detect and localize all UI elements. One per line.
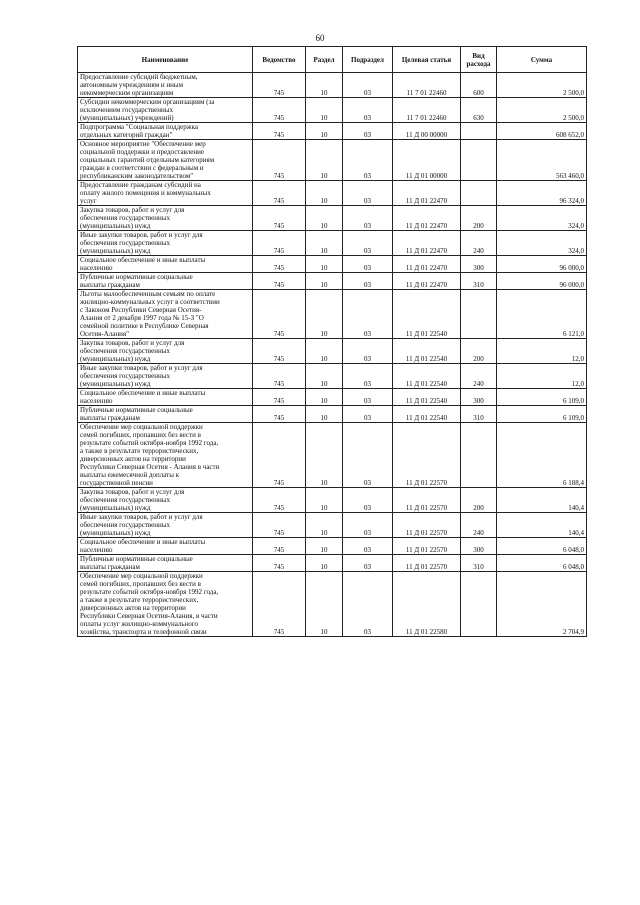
cell-dept: 745 bbox=[253, 98, 306, 123]
cell-sum: 12,0 bbox=[497, 339, 587, 364]
cell-section: 10 bbox=[306, 423, 343, 488]
table-row bbox=[78, 181, 587, 206]
cell-exp-type: 200 bbox=[461, 339, 497, 364]
cell-dept: 745 bbox=[253, 73, 306, 98]
cell-exp-type: 300 bbox=[461, 538, 497, 555]
cell-section: 10 bbox=[306, 273, 343, 290]
cell-section: 10 bbox=[306, 555, 343, 572]
cell-target: 11 Д 01 22470 bbox=[393, 256, 461, 273]
table-row bbox=[78, 406, 587, 423]
cell-target: 11 Д 01 22570 bbox=[393, 488, 461, 513]
cell-exp-type: 240 bbox=[461, 364, 497, 389]
cell-section: 10 bbox=[306, 206, 343, 231]
header-dept: Ведомство bbox=[253, 47, 306, 73]
table-row bbox=[78, 339, 587, 364]
cell-dept: 745 bbox=[253, 181, 306, 206]
header-name: Наименование bbox=[78, 47, 253, 73]
cell-sum: 96 324,0 bbox=[497, 181, 587, 206]
cell-exp-type bbox=[461, 572, 497, 637]
table-row bbox=[78, 513, 587, 538]
cell-target: 11 Д 01 22470 bbox=[393, 181, 461, 206]
cell-exp-type: 300 bbox=[461, 389, 497, 406]
cell-sum: 6 188,4 bbox=[497, 423, 587, 488]
cell-target: 11 Д 01 22540 bbox=[393, 290, 461, 339]
cell-section: 10 bbox=[306, 256, 343, 273]
table-row bbox=[78, 73, 587, 98]
table-row bbox=[78, 256, 587, 273]
cell-dept: 745 bbox=[253, 123, 306, 140]
table-row bbox=[78, 538, 587, 555]
cell-sum: 6 109,0 bbox=[497, 406, 587, 423]
cell-subsection: 03 bbox=[343, 572, 393, 637]
cell-name: Субсидии некоммерческим организациям (за исключением государственных (муниципальных) учреждений) bbox=[78, 98, 253, 123]
header-section: Раздел bbox=[306, 47, 343, 73]
cell-name: Социальное обеспечение и иные выплаты населению bbox=[78, 256, 253, 273]
cell-section: 10 bbox=[306, 389, 343, 406]
cell-exp-type: 310 bbox=[461, 555, 497, 572]
header-sum: Сумма bbox=[497, 47, 587, 73]
cell-name: Закупка товаров, работ и услуг для обеспечения государственных (муниципальных) нужд bbox=[78, 488, 253, 513]
cell-exp-type: 600 bbox=[461, 73, 497, 98]
cell-dept: 745 bbox=[253, 273, 306, 290]
page-number: 60 bbox=[315, 33, 325, 43]
header-exp-type: Вид расхода bbox=[461, 47, 497, 73]
cell-target: 11 Д 01 22540 bbox=[393, 389, 461, 406]
cell-subsection: 03 bbox=[343, 555, 393, 572]
cell-name: Обеспечение мер социальной поддержки семей погибших, пропавших без вести в результате событий октября-ноября 1992 года, а также в результате террористических, диверсионных актов на территории Республики Северная Осетия-Алания, в части оплаты услуг жилищно-коммунального хозяйства, транспорта и телефонной связи bbox=[78, 572, 253, 637]
cell-name: Закупка товаров, работ и услуг для обеспечения государственных (муниципальных) нужд bbox=[78, 339, 253, 364]
cell-target: 11 Д 01 22470 bbox=[393, 206, 461, 231]
cell-section: 10 bbox=[306, 364, 343, 389]
cell-dept: 745 bbox=[253, 231, 306, 256]
cell-subsection: 03 bbox=[343, 538, 393, 555]
cell-subsection: 03 bbox=[343, 273, 393, 290]
cell-sum: 563 460,0 bbox=[497, 140, 587, 181]
cell-name: Публичные нормативные социальные выплаты гражданам bbox=[78, 406, 253, 423]
cell-sum: 6 048,0 bbox=[497, 538, 587, 555]
cell-subsection: 03 bbox=[343, 339, 393, 364]
cell-target: 11 7 01 22460 bbox=[393, 98, 461, 123]
cell-dept: 745 bbox=[253, 206, 306, 231]
cell-sum: 2 500,0 bbox=[497, 98, 587, 123]
table-row bbox=[78, 140, 587, 181]
cell-sum: 6 121,0 bbox=[497, 290, 587, 339]
cell-sum: 608 652,0 bbox=[497, 123, 587, 140]
cell-subsection: 03 bbox=[343, 73, 393, 98]
header-subsection: Подраздел bbox=[343, 47, 393, 73]
cell-section: 10 bbox=[306, 290, 343, 339]
cell-name: Предоставление субсидий бюджетным, автономным учреждениям и иным некоммерческим организациям bbox=[78, 73, 253, 98]
cell-dept: 745 bbox=[253, 256, 306, 273]
cell-name: Публичные нормативные социальные выплаты гражданам bbox=[78, 273, 253, 290]
cell-dept: 745 bbox=[253, 389, 306, 406]
cell-dept: 745 bbox=[253, 339, 306, 364]
cell-section: 10 bbox=[306, 538, 343, 555]
cell-name: Иные закупки товаров, работ и услуг для обеспечения государственных (муниципальных) нужд bbox=[78, 364, 253, 389]
cell-target: 11 Д 01 22540 bbox=[393, 339, 461, 364]
cell-exp-type: 240 bbox=[461, 513, 497, 538]
cell-subsection: 03 bbox=[343, 423, 393, 488]
table-row bbox=[78, 389, 587, 406]
table-row bbox=[78, 98, 587, 123]
cell-name: Обеспечение мер социальной поддержки семей погибших, пропавших без вести в результате событий октября-ноября 1992 года, а также в результате террористических, диверсионных актов на территории Республики Северная Осетия - Алания в части выплаты ежемесячной доплаты к государственной пенсии bbox=[78, 423, 253, 488]
cell-exp-type bbox=[461, 140, 497, 181]
cell-target: 11 Д 01 22570 bbox=[393, 513, 461, 538]
cell-name: Подпрограмма "Социальная поддержка отдельных категорий граждан" bbox=[78, 123, 253, 140]
cell-name: Иные закупки товаров, работ и услуг для обеспечения государственных (муниципальных) нужд bbox=[78, 231, 253, 256]
table-row bbox=[78, 423, 587, 488]
cell-dept: 745 bbox=[253, 538, 306, 555]
cell-target: 11 Д 00 00000 bbox=[393, 123, 461, 140]
cell-section: 10 bbox=[306, 98, 343, 123]
table-row bbox=[78, 123, 587, 140]
cell-name: Иные закупки товаров, работ и услуг для обеспечения государственных (муниципальных) нужд bbox=[78, 513, 253, 538]
cell-subsection: 03 bbox=[343, 389, 393, 406]
cell-section: 10 bbox=[306, 181, 343, 206]
cell-sum: 12,0 bbox=[497, 364, 587, 389]
cell-exp-type: 200 bbox=[461, 488, 497, 513]
cell-exp-type: 310 bbox=[461, 273, 497, 290]
cell-section: 10 bbox=[306, 488, 343, 513]
cell-target: 11 Д 01 00000 bbox=[393, 140, 461, 181]
cell-exp-type bbox=[461, 181, 497, 206]
cell-target: 11 Д 01 22580 bbox=[393, 572, 461, 637]
cell-dept: 745 bbox=[253, 140, 306, 181]
cell-dept: 745 bbox=[253, 364, 306, 389]
cell-sum: 324,0 bbox=[497, 231, 587, 256]
cell-sum: 2 500,0 bbox=[497, 73, 587, 98]
cell-name: Предоставление гражданам субсидий на оплату жилого помещения и коммунальных услуг bbox=[78, 181, 253, 206]
cell-section: 10 bbox=[306, 406, 343, 423]
cell-section: 10 bbox=[306, 123, 343, 140]
cell-sum: 96 000,0 bbox=[497, 256, 587, 273]
cell-section: 10 bbox=[306, 513, 343, 538]
table-row bbox=[78, 231, 587, 256]
cell-exp-type bbox=[461, 423, 497, 488]
cell-subsection: 03 bbox=[343, 513, 393, 538]
cell-name: Закупка товаров, работ и услуг для обеспечения государственных (муниципальных) нужд bbox=[78, 206, 253, 231]
cell-section: 10 bbox=[306, 339, 343, 364]
cell-target: 11 Д 01 22470 bbox=[393, 273, 461, 290]
cell-target: 11 Д 01 22570 bbox=[393, 538, 461, 555]
cell-sum: 324,0 bbox=[497, 206, 587, 231]
cell-subsection: 03 bbox=[343, 123, 393, 140]
table-header-row bbox=[78, 47, 587, 73]
cell-name: Социальное обеспечение и иные выплаты населению bbox=[78, 389, 253, 406]
cell-subsection: 03 bbox=[343, 364, 393, 389]
cell-name: Основное мероприятие "Обеспечение мер социальной поддержки и предоставление социальных гарантий отдельным категориям граждан в соответствии с федеральным и республиканским законодательством" bbox=[78, 140, 253, 181]
cell-exp-type: 300 bbox=[461, 256, 497, 273]
cell-name: Льготы малообеспеченным семьям по оплате жилищно-коммунальных услуг в соответствии с Законом Республики Северная Осетия- Алания от 2 декабря 1997 года № 15-З "О семейной политике в Республике Северная Осетия-Алания" bbox=[78, 290, 253, 339]
cell-target: 11 Д 01 22470 bbox=[393, 231, 461, 256]
cell-subsection: 03 bbox=[343, 256, 393, 273]
header-target: Целевая статья bbox=[393, 47, 461, 73]
cell-subsection: 03 bbox=[343, 181, 393, 206]
cell-sum: 6 048,0 bbox=[497, 555, 587, 572]
cell-subsection: 03 bbox=[343, 231, 393, 256]
cell-subsection: 03 bbox=[343, 406, 393, 423]
cell-target: 11 7 01 22460 bbox=[393, 73, 461, 98]
cell-sum: 140,4 bbox=[497, 488, 587, 513]
cell-dept: 745 bbox=[253, 290, 306, 339]
cell-subsection: 03 bbox=[343, 488, 393, 513]
cell-target: 11 Д 01 22540 bbox=[393, 364, 461, 389]
table-row bbox=[78, 206, 587, 231]
cell-target: 11 Д 01 22540 bbox=[393, 406, 461, 423]
cell-sum: 140,4 bbox=[497, 513, 587, 538]
cell-section: 10 bbox=[306, 140, 343, 181]
cell-dept: 745 bbox=[253, 513, 306, 538]
cell-dept: 745 bbox=[253, 406, 306, 423]
cell-sum: 96 000,0 bbox=[497, 273, 587, 290]
cell-target: 11 Д 01 22570 bbox=[393, 423, 461, 488]
cell-dept: 745 bbox=[253, 423, 306, 488]
table-row bbox=[78, 488, 587, 513]
cell-exp-type bbox=[461, 290, 497, 339]
cell-exp-type: 310 bbox=[461, 406, 497, 423]
cell-exp-type: 630 bbox=[461, 98, 497, 123]
cell-section: 10 bbox=[306, 231, 343, 256]
table-row bbox=[78, 572, 587, 637]
cell-dept: 745 bbox=[253, 572, 306, 637]
cell-subsection: 03 bbox=[343, 140, 393, 181]
cell-sum: 6 109,0 bbox=[497, 389, 587, 406]
table-row bbox=[78, 364, 587, 389]
cell-exp-type: 240 bbox=[461, 231, 497, 256]
table-row bbox=[78, 290, 587, 339]
budget-table bbox=[77, 46, 587, 637]
cell-exp-type bbox=[461, 123, 497, 140]
cell-name: Социальное обеспечение и иные выплаты населению bbox=[78, 538, 253, 555]
cell-subsection: 03 bbox=[343, 206, 393, 231]
cell-target: 11 Д 01 22570 bbox=[393, 555, 461, 572]
table-row bbox=[78, 555, 587, 572]
cell-section: 10 bbox=[306, 572, 343, 637]
cell-exp-type: 200 bbox=[461, 206, 497, 231]
cell-dept: 745 bbox=[253, 555, 306, 572]
cell-subsection: 03 bbox=[343, 290, 393, 339]
cell-sum: 2 704,9 bbox=[497, 572, 587, 637]
table-row bbox=[78, 273, 587, 290]
cell-section: 10 bbox=[306, 73, 343, 98]
cell-subsection: 03 bbox=[343, 98, 393, 123]
cell-dept: 745 bbox=[253, 488, 306, 513]
cell-name: Публичные нормативные социальные выплаты гражданам bbox=[78, 555, 253, 572]
